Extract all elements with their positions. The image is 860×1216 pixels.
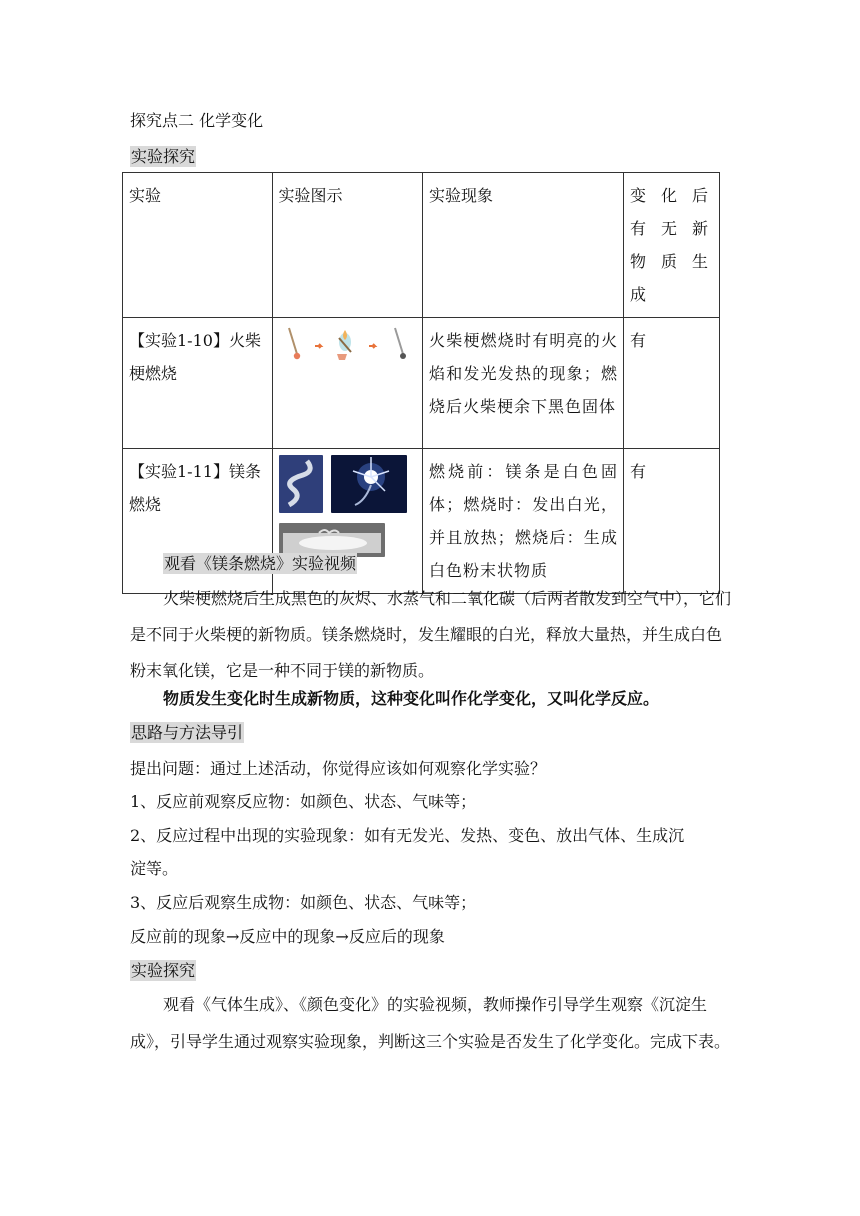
- explanation-paragraph: 火柴梗燃烧后生成黑色的灰烬、水蒸气和二氧化碳（后两者散发到空气中），它们是不同于火柴梗的新物质。镁条燃烧时，发生耀眼的白光，释放大量热，并生成白色粉末氧化镁，它是一种不同于镁的新物质。: [130, 589, 732, 680]
- definition-sentence: 物质发生变化时生成新物质，这种变化叫作化学变化，又叫化学反应。: [163, 689, 660, 708]
- video-note: 观看《镁条燃烧》实验视频: [164, 554, 357, 573]
- experiment-cell: 【实验1-11】镁条燃烧: [123, 449, 273, 594]
- new-substance-cell: 有: [624, 318, 720, 449]
- heading-experiment-explore: 实验探究: [131, 147, 196, 166]
- heading-method-guide: 思路与方法导引: [131, 723, 244, 742]
- heading-experiment-explore-2: 实验探究: [131, 961, 196, 980]
- task-paragraph: 观看《气体生成》、《颜色变化》的实验视频，教师操作引导学生观察《沉淀生成》，引导学生通过观察实验现象，判断这三个实验是否发生了化学变化。完成下表。: [130, 995, 731, 1051]
- magnesium-flame-photo: [331, 455, 407, 513]
- white-powder-photo: [279, 523, 385, 557]
- observation-flow: 反应前的现象→反应中的现象→反应后的现象: [130, 927, 445, 946]
- phenomenon-cell: 燃烧前：镁条是白色固体；燃烧时：发出白光，并且放热；燃烧后：生成白色粉末状物质: [423, 449, 624, 594]
- table-header-row: [123, 173, 720, 318]
- match-burning-illustration: [279, 324, 413, 364]
- step-2: 2、反应过程中出现的实验现象：如有无发光、发热、变色、放出气体、生成沉: [130, 826, 685, 845]
- magnesium-ribbon-photo: [279, 455, 323, 513]
- header-cell: 实验图示: [272, 173, 423, 318]
- step-1: 1、反应前观察反应物：如颜色、状态、气味等；: [130, 792, 477, 811]
- section-title: 探究点二 化学变化: [130, 111, 264, 130]
- header-cell: 实验: [123, 173, 273, 318]
- step-2-continued: 淀等。: [130, 859, 179, 878]
- header-cell: 实验现象: [423, 173, 624, 318]
- experiment-table: [122, 172, 720, 594]
- header-cell: 变化后有无新物质生成: [624, 173, 720, 318]
- question-line: 提出问题：通过上述活动，你觉得应该如何观察化学实验？: [130, 759, 547, 778]
- match-burning-diagram: [272, 318, 423, 449]
- new-substance-cell: 有: [624, 449, 720, 594]
- experiment-cell: 【实验1-10】火柴梗燃烧: [123, 318, 273, 449]
- table-row: [123, 318, 720, 449]
- phenomenon-cell: 火柴梗燃烧时有明亮的火焰和发光发热的现象；燃烧后火柴梗余下黑色固体: [423, 318, 624, 449]
- step-3: 3、反应后观察生成物：如颜色、状态、气味等；: [130, 893, 477, 912]
